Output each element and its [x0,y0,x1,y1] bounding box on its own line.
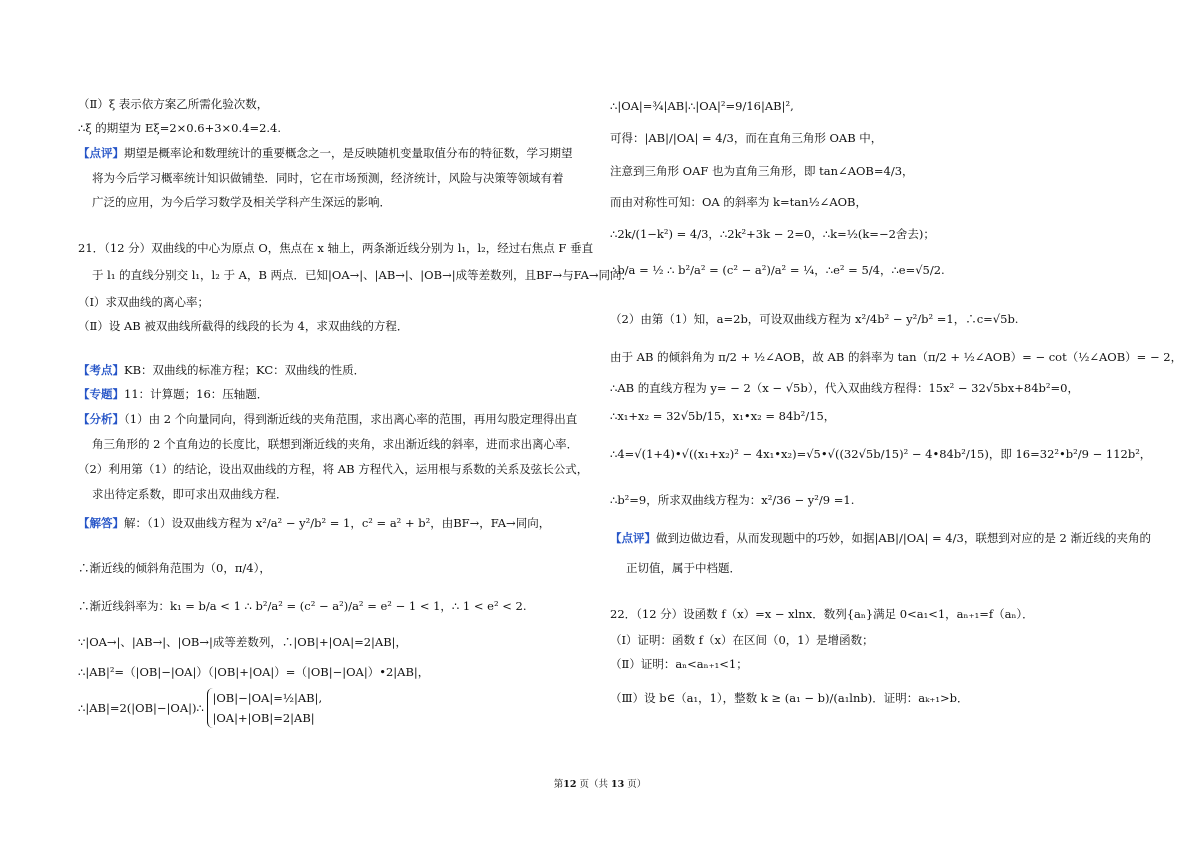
text-line: （Ⅱ）ξ 表示依方案乙所需化验次数， [78,97,269,111]
system-lead: ∴|AB|=2(|OB|−|OA|)∴ [78,701,204,715]
text-line: ∴渐近线的倾斜角范围为（0，π/4）， [78,561,271,575]
zhuanti-tag: 【专题】 [78,387,124,401]
page-footer [0,776,1200,790]
equation-system [207,688,322,728]
kaodian-text: KB：双曲线的标准方程；KC：双曲线的性质． [124,363,366,377]
text-line: ∴渐近线斜率为：k₁ = b/a < 1 ∴ b²/a² = (c² − a²)/a² = e² − 1 < 1，∴ 1 < e² < 2. [78,599,527,613]
system-line [78,688,322,728]
question-22-part-2: （Ⅱ）证明：aₙ<aₙ₊₁<1； [610,657,748,671]
text-line: ∴|OA|=¾|AB|∴|OA|²=9/16|AB|², [610,99,794,113]
footer-suffix: 页） [624,779,647,790]
fenxi-tag: 【分析】 [78,412,124,426]
text-line: 由于 AB 的倾斜角为 π/2 + ½∠AOB，故 AB 的斜率为 tan（π/2 + ½∠AOB）= − cot（½∠AOB）= − 2， [610,350,1183,364]
fenxi-line [78,411,577,427]
zhuanti-line [78,386,268,402]
jieda-text: 解：（1）设双曲线方程为 x²/a² − y²/b² = 1，c² = a² + b²，由BF→，FA→同向， [124,516,551,530]
text-line: 而由对称性可知：OA 的斜率为 k=tan½∠AOB， [610,195,867,209]
text-line: ∴|AB|²=（|OB|−|OA|）（|OB|+|OA|）=（|OB|−|OA|）•2|AB|， [78,665,430,679]
text-line: ∴b²=9，所求双曲线方程为：x²/36 − y²/9 =1. [610,493,855,507]
question-21-part-2: （Ⅱ）设 AB 被双曲线所截得的线段的长为 4，求双曲线的方程． [78,319,409,333]
text-line: ∵|OA→|、|AB→|、|OB→|成等差数列，∴|OB|+|OA|=2|AB|， [78,635,408,649]
footer-mid: 页（共 [576,779,612,790]
total-pages: 13 [611,779,625,790]
dianping-line [610,530,1151,546]
right-column [600,0,1200,848]
text-line: 可得：|AB|/|OA| = 4/3，而在直角三角形 OAB 中， [610,131,883,145]
question-22-stem: 22．（12 分）设函数 f（x）=x − xlnx．数列{aₙ}满足 0<a₁<1，aₙ₊₁=f（aₙ）． [610,607,1034,621]
question-22-part-3: （Ⅲ）设 b∈（a₁，1），整数 k ≥ (a₁ − b)/(a₁lnb)．证明：aₖ₊₁>b． [610,691,969,705]
text-line: 广泛的应用，为今后学习数学及相关学科产生深远的影响． [92,195,391,209]
text-line: ∴b/a = ½ ∴ b²/a² = (c² − a²)/a² = ¼，∴e² = 5/4，∴e=√5/2. [610,263,945,277]
text-line: （2）利用第（1）的结论，设出双曲线的方程，将 AB 方程代入，运用根与系数的关系及弦长公式， [78,462,589,476]
question-22-part-1: （Ⅰ）证明：函数 f（x）在区间（0，1）是增函数； [610,633,874,647]
text-line: ∴x₁+x₂ = 32√5b/15，x₁•x₂ = 84b²/15， [610,409,836,423]
text-line: ∴2k/(1−k²) = 4/3，∴2k²+3k − 2=0，∴k=½(k=−2舍去)； [610,227,935,241]
page-number: 12 [563,779,577,790]
system-eq-1: |OB|−|OA|=½|AB|, [212,691,323,705]
text-line: ∴AB 的直线方程为 y= − 2（x − √5b），代入双曲线方程得：15x² − 32√5bx+84b²=0， [610,381,1079,395]
text-line: 将为今后学习概率统计知识做铺垫．同时，它在市场预测，经济统计，风险与决策等领域有着 [92,171,564,185]
question-21-stem: 21．（12 分）双曲线的中心为原点 O，焦点在 x 轴上，两条渐近线分别为 l₁，l₂，经过右焦点 F 垂直 [78,241,594,255]
fenxi-text: （1）由 2 个向量同向，得到渐近线的夹角范围，求出离心率的范围，再用勾股定理得出直 [124,412,578,426]
comment-line [78,145,573,161]
dianping-text: 做到边做边看，从而发现题中的巧妙，如据|AB|/|OA| = 4/3，联想到对应的是 2 渐近线的夹角的 [656,531,1151,545]
kaodian-tag: 【考点】 [78,363,124,377]
dianping-tag: 【点评】 [610,531,656,545]
jieda-line [78,515,550,531]
zhuanti-text: 11：计算题；16：压轴题． [124,387,269,401]
text-line: （2）由第（1）知，a=2b，可设双曲线方程为 x²/4b² − y²/b² =1，∴c=√5b. [610,312,1019,326]
jieda-tag: 【解答】 [78,516,124,530]
text-line: 角三角形的 2 个直角边的长度比，联想到渐近线的夹角，求出渐近线的斜率，进而求出离心率． [92,437,579,451]
comment-text: 期望是概率论和数理统计的重要概念之一，是反映随机变量取值分布的特征数，学习期望 [124,146,573,160]
text-line: 注意到三角形 OAF 也为直角三角形，即 tan∠AOB=4/3， [610,164,914,178]
comment-tag: 【点评】 [78,146,124,160]
text-line: 正切值，属于中档题． [626,561,741,575]
question-21-stem-2: 于 l₁ 的直线分别交 l₁，l₂ 于 A，B 两点．已知|OA→|、|AB→|、|OB→|成等差数列，且BF→与FA→同向． [92,268,634,282]
footer-prefix: 第 [553,779,564,790]
text-line: 求出待定系数，即可求出双曲线方程． [92,487,288,501]
text-line: ∴ξ 的期望为 Eξ=2×0.6+3×0.4=2.4. [78,121,282,135]
system-eq-2: |OA|+|OB|=2|AB| [212,711,315,725]
question-21-part-1: （Ⅰ）求双曲线的离心率； [78,295,210,309]
text-line: ∴4=√(1+4)•√((x₁+x₂)² − 4x₁•x₂)=√5•√((32√5b/15)² − 4•84b²/15)，即 16=32²•b²/9 − 112b²， [610,447,1152,461]
kaodian-line [78,362,365,378]
